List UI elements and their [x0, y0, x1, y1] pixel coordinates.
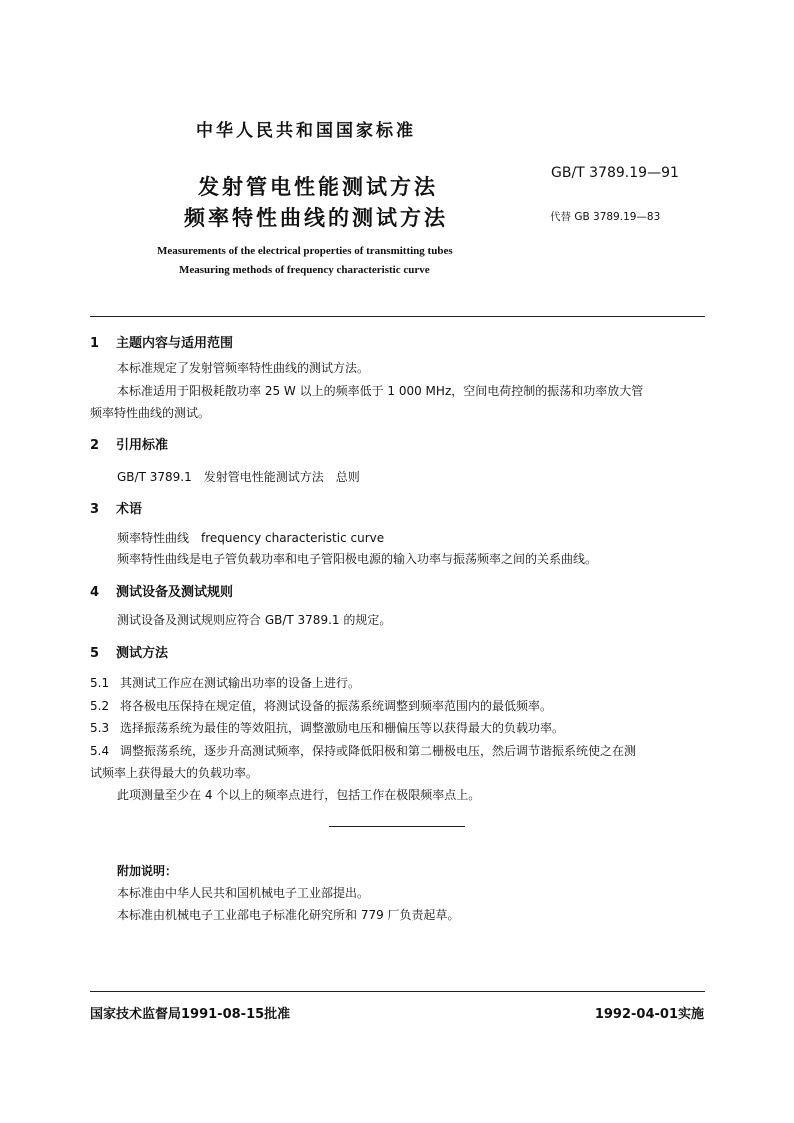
clause-text: 选择振荡系统为最佳的等效阻抗，调整激励电压和栅偏压等以获得最大的负载功率。 — [120, 721, 565, 735]
section-1-heading — [90, 332, 233, 351]
title-zh-line2: 频率特性曲线的测试方法 — [184, 206, 448, 230]
clause-text: 其测试工作应在测试输出功率的设备上进行。 — [120, 676, 361, 690]
clause-5-1 — [90, 674, 360, 691]
effective-date: 1992-04-01实施 — [594, 1007, 704, 1022]
paragraph: 频率特性曲线的测试。 — [90, 406, 211, 420]
title-en-line2: Measuring methods of frequency characteristic curve — [179, 264, 430, 276]
replaces-standard: 代替 GB 3789.19—83 — [550, 211, 661, 223]
footer-divider — [90, 991, 705, 992]
section-5-heading — [90, 642, 168, 661]
paragraph: 此项测量至少在 4 个以上的频率点进行，包括工作在极限频率点上。 — [117, 788, 481, 802]
section-number: 3 — [90, 502, 100, 517]
section-number: 1 — [90, 336, 100, 351]
clause-text: 将各极电压保持在规定值，将测试设备的振荡系统调整到频率范围内的最低频率。 — [120, 699, 553, 713]
section-title: 测试方法 — [116, 646, 169, 661]
clause-5-3 — [90, 719, 564, 736]
title-en-line1: Measurements of the electrical properties of transmitting tubes — [157, 245, 453, 257]
notes-heading: 附加说明： — [117, 864, 178, 878]
section-4-heading — [90, 581, 233, 600]
clause-text: 调整振荡系统，逐步升高测试频率，保持或降低阳极和第二栅极电压，然后调节谐振系统使之在测 — [120, 744, 637, 758]
paragraph: 频率特性曲线 frequency characteristic curve — [117, 531, 385, 545]
paragraph: 本标准规定了发射管频率特性曲线的测试方法。 — [117, 361, 370, 375]
clause-5-4 — [90, 742, 636, 759]
paragraph: 频率特性曲线是电子管负载功率和电子管阳极电源的输入功率与振荡频率之间的关系曲线。 — [117, 552, 598, 566]
section-3-heading — [90, 498, 142, 517]
note-line: 本标准由中华人民共和国机械电子工业部提出。 — [117, 886, 370, 900]
paragraph: 本标准适用于阳极耗散功率 25 W 以上的频率低于 1 000 MHz，空间电荷控制的振荡和功率放大管 — [117, 384, 644, 398]
approval-date: 国家技术监督局1991-08-15批准 — [90, 1007, 291, 1022]
clause-5-2 — [90, 697, 552, 714]
country-standard-label: 中华人民共和国国家标准 — [196, 121, 416, 141]
section-title: 引用标准 — [116, 438, 169, 453]
note-line: 本标准由机械电子工业部电子标准化研究所和 779 厂负责起草。 — [117, 908, 460, 922]
header-divider — [90, 316, 705, 317]
clause-number: 5.4 — [90, 744, 110, 758]
end-divider — [329, 826, 465, 827]
section-2-heading — [90, 434, 168, 453]
clause-5-4-continuation: 试频率上获得最大的负载功率。 — [90, 766, 259, 780]
section-title: 测试设备及测试规则 — [116, 585, 234, 600]
clause-number: 5.1 — [90, 676, 110, 690]
section-title: 术语 — [116, 502, 143, 517]
paragraph: GB/T 3789.1 发射管电性能测试方法 总则 — [117, 470, 360, 484]
paragraph: 测试设备及测试规则应符合 GB/T 3789.1 的规定。 — [117, 613, 392, 627]
section-number: 2 — [90, 438, 100, 453]
title-zh-line1: 发射管电性能测试方法 — [198, 175, 438, 199]
standard-code: GB/T 3789.19—91 — [551, 165, 679, 181]
section-number: 4 — [90, 585, 100, 600]
section-number: 5 — [90, 646, 100, 661]
clause-number: 5.2 — [90, 699, 110, 713]
section-title: 主题内容与适用范围 — [116, 336, 234, 351]
clause-number: 5.3 — [90, 721, 110, 735]
